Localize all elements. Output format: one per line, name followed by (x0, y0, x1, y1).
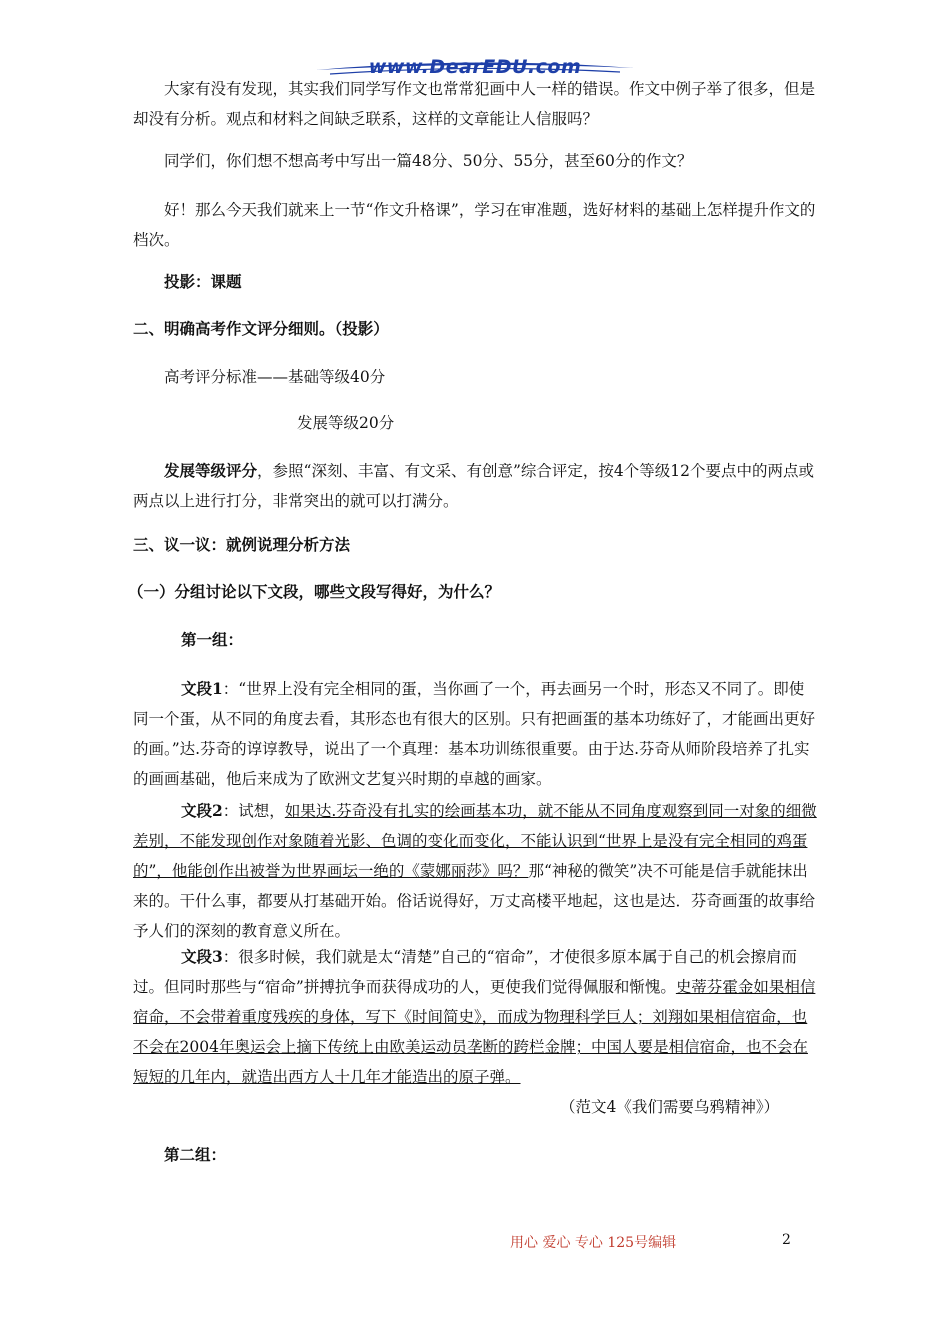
passage-2-text-a: ：试想， (222, 802, 285, 820)
section-heading-2: 二、明确高考作文评分细则。（投影） (133, 319, 389, 338)
page-number: 2 (782, 1232, 791, 1248)
development-scoring-text: ，参照“深刻、丰富、有文采、有创意”综合评定，按4个等级12个要点中的两点或两点以上进行打分，非常突出的就可以打满分。 (133, 462, 814, 510)
passage-2-underlined: 如果达.芬奇没有扎实的绘画基本功，就不能从不同角度观察到同一对象的细微差别，不能发现创作对象随着光影、色调的变化而变化，不能认识到“世界上是没有完全相同的鸡蛋的”，他能创作出被誉为世界画坛一绝的《蒙娜丽莎》吗？ (133, 802, 817, 880)
passage-1 (133, 674, 817, 794)
passage-2-label: 文段2 (181, 801, 223, 820)
passage-1-label: 文段1 (181, 679, 223, 698)
development-scoring-label: 发展等级评分 (164, 461, 258, 480)
passage-3-text-a: ：很多时候，我们就是太“清楚”自己的“宿命”，才使很多原本属于自己的机会擦肩而过。但同时那些与“宿命”拼搏抗争而获得成功的人，更使我们觉得佩服和惭愧。 (133, 948, 797, 996)
subsection-heading-1: （一）分组讨论以下文段，哪些文段写得好，为什么？ (128, 582, 501, 601)
paragraph-lesson: 好！那么今天我们就来上一节“作文升格课”，学习在审准题，选好材料的基础上怎样提升作文的档次。 (133, 201, 816, 249)
group-1-label: 第一组： (181, 630, 244, 649)
standard-development: 发展等级20分 (297, 414, 395, 432)
passage-3 (133, 942, 817, 1092)
footer-text: 用心 爱心 专心 125号编辑 (510, 1235, 677, 1251)
paragraph-development-scoring (133, 456, 817, 516)
paragraph-question: 同学们，你们想不想高考中写出一篇48分、50分、55分，甚至60分的作文？ (164, 152, 693, 170)
group-2-label: 第二组： (164, 1145, 227, 1164)
passage-2-text-b: 那“神秘的微笑”决不可能是信手就能抹出来的。干什么事，都要从打基础开始。俗话说得好，万丈高楼平地起，这也是达．芬奇画蛋的故事给予人们的深刻的教育意义所在。 (133, 862, 816, 940)
passage-3-label: 文段3 (181, 947, 223, 966)
paragraph-projection: 投影：课题 (164, 272, 242, 291)
passage-1-text: ：“世界上没有完全相同的蛋，当你画了一个，再去画另一个时，形态又不同了。即使同一个蛋，从不同的角度去看，其形态也有很大的区别。只有把画蛋的基本功练好了，才能画出更好的画。”达.芬奇的谆谆教导，说出了一个真理：基本功训练很重要。由于达.芬奇从师阶段培养了扎实的画画基础，他后来成为了欧洲文艺复兴时期的卓越的画家。 (133, 680, 816, 788)
passage-3-underlined: 史蒂芬霍金如果相信宿命，不会带着重度残疾的身体，写下《时间简史》，而成为物理科学巨人；刘翔如果相信宿命，也不会在2004年奥运会上摘下传统上由欧美运动员垄断的跨栏金牌；中国人要是相信宿命，也不会在短短的几年内，就造出西方人十几年才能造出的原子弹。 (133, 978, 816, 1086)
source-citation: （范文4《我们需要乌鸦精神》） (560, 1098, 780, 1116)
paragraph-intro: 大家有没有发现，其实我们同学写作文也常常犯画中人一样的错误。作文中例子举了很多，但是却没有分析。观点和材料之间缺乏联系，这样的文章能让人信服吗？ (133, 80, 816, 128)
logo-text: www.DearEDU.com (368, 56, 582, 78)
section-heading-3: 三、议一议：就例说理分析方法 (133, 535, 351, 554)
passage-2 (133, 796, 817, 946)
standard-basic: 高考评分标准——基础等级40分 (164, 368, 386, 386)
